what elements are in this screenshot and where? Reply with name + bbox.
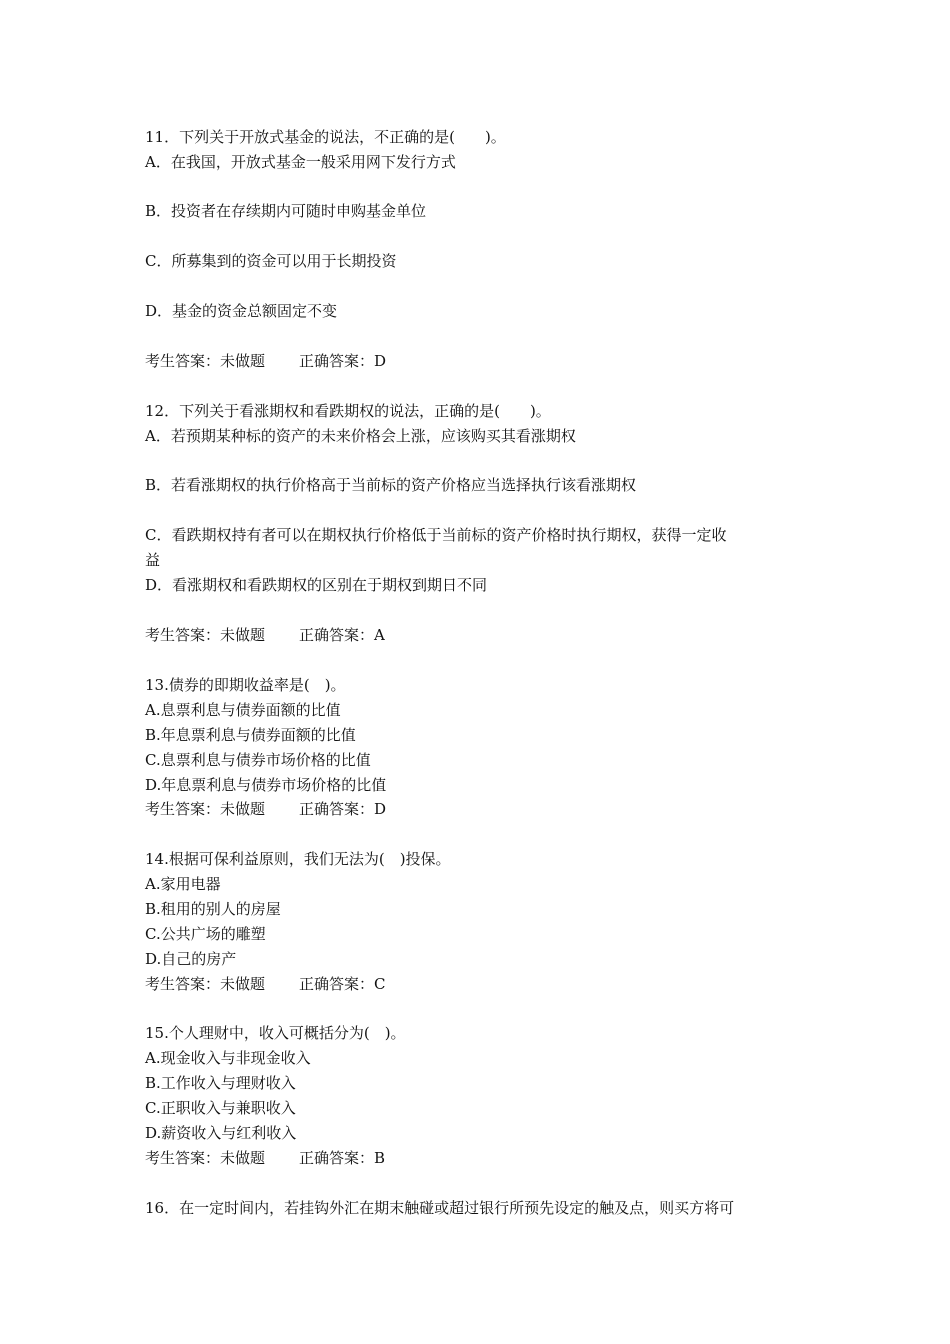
question-13-option-c: C.息票利息与债券市场价格的比值 — [145, 751, 371, 769]
correct-answer: 正确答案：C — [299, 975, 386, 993]
question-11-answer-row — [145, 351, 386, 371]
question-14-option-b: B.租用的别人的房屋 — [145, 900, 281, 918]
question-15-option-a: A.现金收入与非现金收入 — [145, 1049, 311, 1067]
question-13-option-a: A.息票利息与债券面额的比值 — [145, 701, 341, 719]
question-15-answer-row — [145, 1148, 385, 1168]
question-12-option-a: A．若预期某种标的资产的未来价格会上涨，应该购买其看涨期权 — [145, 427, 576, 445]
student-answer: 考生答案：未做题 — [145, 975, 266, 993]
question-16-stem: 16．在一定时间内，若挂钩外汇在期末触碰或超过银行所预先设定的触及点，则买方将可 — [145, 1199, 735, 1217]
correct-answer: 正确答案：B — [299, 1149, 386, 1167]
question-11-option-a: A．在我国，开放式基金一般采用网下发行方式 — [145, 153, 456, 171]
question-13-option-d: D.年息票利息与债券市场价格的比值 — [145, 776, 387, 794]
question-11-stem: 11．下列关于开放式基金的说法，不正确的是( )。 — [145, 128, 506, 146]
student-answer: 考生答案：未做题 — [145, 1149, 266, 1167]
question-14-option-c: C.公共广场的雕塑 — [145, 925, 266, 943]
question-11-option-d: D．基金的资金总额固定不变 — [145, 302, 338, 320]
question-12-option-c-cont: 益 — [145, 551, 161, 569]
question-13-answer-row — [145, 799, 386, 819]
correct-answer: 正确答案：D — [299, 352, 387, 370]
question-14-stem: 14.根据可保利益原则，我们无法为( )投保。 — [145, 850, 451, 868]
question-12-option-b: B．若看涨期权的执行价格高于当前标的资产价格应当选择执行该看涨期权 — [145, 476, 637, 494]
question-12-option-c: C．看跌期权持有者可以在期权执行价格低于当前标的资产价格时执行期权，获得一定收 — [145, 526, 727, 544]
question-12-option-d: D．看涨期权和看跌期权的区别在于期权到期日不同 — [145, 576, 488, 594]
question-15-option-d: D.薪资收入与红利收入 — [145, 1124, 297, 1142]
student-answer: 考生答案：未做题 — [145, 352, 266, 370]
student-answer: 考生答案：未做题 — [145, 800, 266, 818]
question-15-option-b: B.工作收入与理财收入 — [145, 1074, 296, 1092]
question-14-option-a: A.家用电器 — [145, 875, 221, 893]
question-15-option-c: C.正职收入与兼职收入 — [145, 1099, 296, 1117]
question-13-option-b: B.年息票利息与债券面额的比值 — [145, 726, 356, 744]
correct-answer: 正确答案：D — [299, 800, 387, 818]
question-11-option-c: C．所募集到的资金可以用于长期投资 — [145, 252, 397, 270]
question-14-option-d: D.自己的房产 — [145, 950, 237, 968]
question-14-answer-row — [145, 974, 386, 994]
correct-answer: 正确答案：A — [299, 626, 385, 644]
question-13-stem: 13.债券的即期收益率是( )。 — [145, 676, 346, 694]
question-11-option-b: B．投资者在存续期内可随时申购基金单位 — [145, 202, 427, 220]
student-answer: 考生答案：未做题 — [145, 626, 266, 644]
question-15-stem: 15.个人理财中，收入可概括分为( )。 — [145, 1024, 406, 1042]
question-12-answer-row — [145, 625, 385, 645]
question-12-stem: 12．下列关于看涨期权和看跌期权的说法，正确的是( )。 — [145, 402, 551, 420]
